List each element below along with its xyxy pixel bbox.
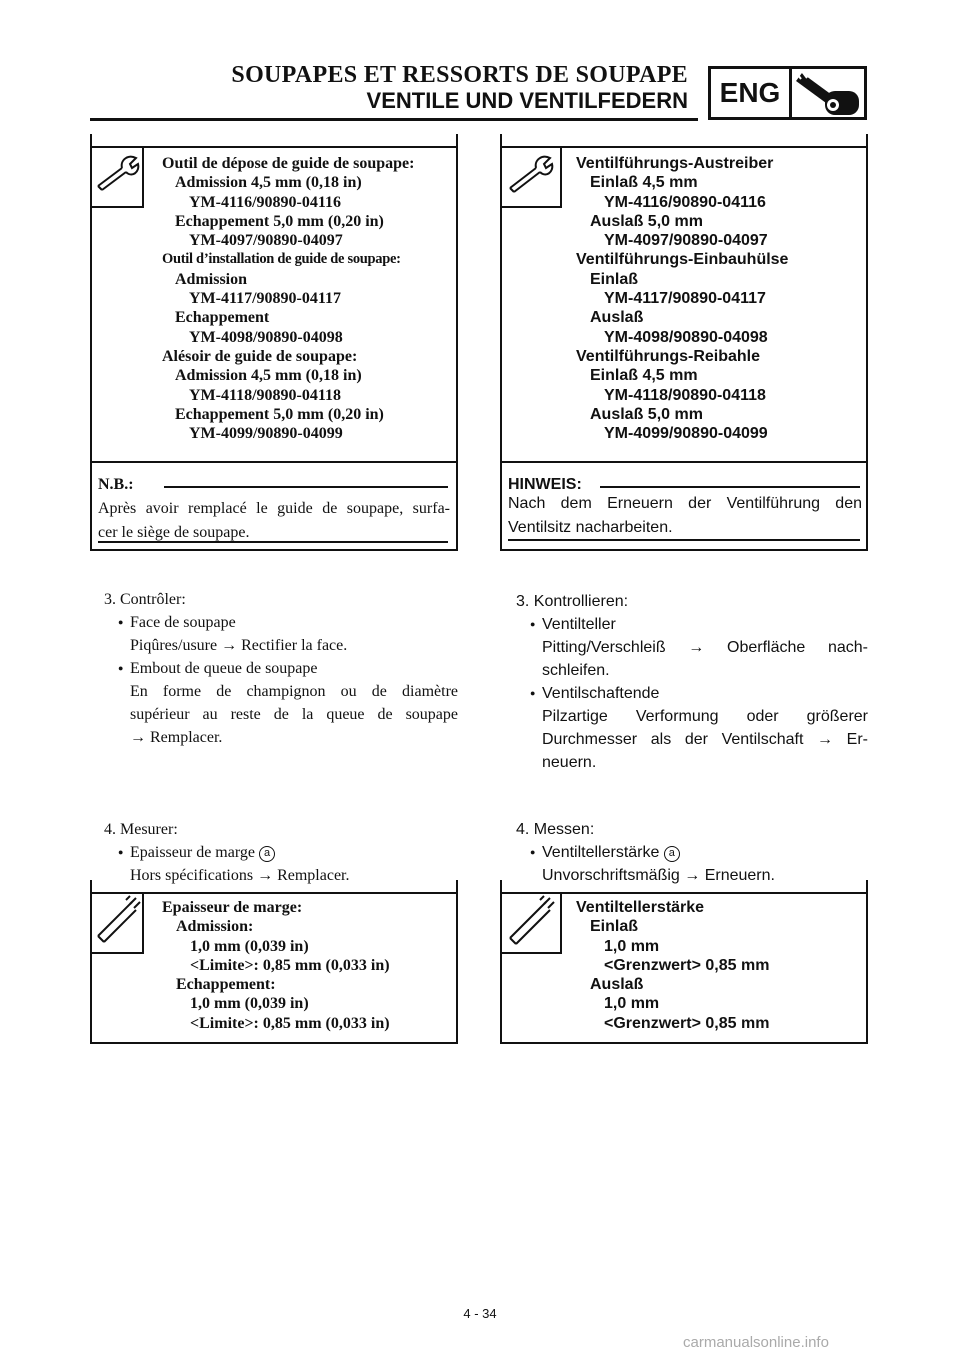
tool-box-fr	[90, 146, 458, 551]
box-divider	[92, 461, 456, 463]
bullet-item: ● Face de soupape	[130, 611, 236, 634]
bullet-detail: Hors spécifications → Remplacer.	[130, 867, 350, 884]
spec-line: 1,0 mm (0,039 in)	[190, 937, 309, 955]
tool-line: Einlaß 4,5 mm	[590, 174, 698, 192]
bullet-detail: Pilzartige Verformung oder größerer	[542, 708, 868, 725]
tool-line: YM-4097/90890-04097	[604, 232, 768, 250]
tool-line: Ventilführungs-Reibahle	[576, 347, 761, 365]
tool-box-de	[500, 146, 868, 551]
note-label-fr: N.B.:	[98, 476, 134, 493]
tool-line: Echappement	[175, 309, 270, 327]
spec-line: <Limite>: 0,85 mm (0,033 in)	[190, 956, 390, 974]
tool-line: Admission 4,5 mm (0,18 in)	[175, 367, 362, 385]
tool-line: Alésoir de guide de soupape:	[162, 347, 358, 365]
note-text-line: cer le siège de soupape.	[98, 524, 250, 541]
spec-line: Einlaß	[590, 918, 639, 936]
tool-line: Echappement 5,0 mm (0,20 in)	[175, 212, 384, 230]
step3-heading-de: 3. Kontrollieren:	[516, 593, 629, 610]
tool-line: Admission 4,5 mm (0,18 in)	[175, 174, 362, 192]
spec-box-de	[500, 892, 868, 1044]
tool-line: Ventilführungs-Austreiber	[576, 155, 774, 172]
wrench-icon	[502, 148, 562, 208]
bullet-item: ● Embout de queue de soupape	[130, 657, 318, 680]
bullet-detail: Pitting/Verschleiß → Oberfläche nach-	[542, 639, 868, 656]
spec-line: <Grenzwert> 0,85 mm	[604, 1014, 770, 1032]
tool-line: YM-4117/90890-04117	[604, 290, 766, 308]
callout-marker: a	[259, 846, 275, 862]
wrench-icon	[92, 148, 144, 208]
tool-line: YM-4098/90890-04098	[604, 328, 768, 346]
tool-line: Einlaß	[590, 270, 639, 288]
spec-line: 1,0 mm (0,039 in)	[190, 995, 309, 1013]
tool-line: YM-4097/90890-04097	[189, 232, 343, 250]
header-rule	[90, 118, 698, 121]
bullet-detail: supérieur au reste de la queue de soupape	[130, 706, 458, 723]
caliper-icon	[92, 894, 144, 954]
tool-line: Outil d’installation de guide de soupape:	[162, 251, 401, 268]
callout-marker: a	[664, 846, 680, 862]
tool-line: Ventilführungs-Einbauhülse	[576, 251, 789, 269]
bullet-detail: Unvorschriftsmäßig → Erneuern.	[542, 867, 775, 884]
bullet-detail: → Remplacer.	[130, 729, 223, 746]
tool-line: YM-4118/90890-04118	[604, 386, 766, 404]
bullet-detail: Piqûres/usure → Rectifier la face.	[130, 637, 348, 654]
tool-line: Echappement 5,0 mm (0,20 in)	[175, 405, 384, 423]
note-rule-bottom	[98, 541, 448, 543]
tool-line: YM-4099/90890-04099	[604, 425, 768, 443]
spec-line: <Limite>: 0,85 mm (0,033 in)	[190, 1014, 390, 1032]
spec-line: 1,0 mm	[604, 995, 660, 1013]
tool-line: Auslaß 5,0 mm	[590, 405, 703, 423]
caliper-icon	[502, 894, 562, 954]
note-text-line: Ventilsitz nacharbeiten.	[508, 519, 673, 536]
spec-line: Echappement:	[176, 976, 276, 994]
spec-line: 1,0 mm	[604, 937, 660, 955]
spec-line: Ventiltellerstärke	[576, 899, 705, 916]
engine-wrench-icon	[789, 66, 867, 120]
tool-line: Auslaß 5,0 mm	[590, 212, 703, 230]
bullet-item: ● Epaisseur de marge a	[130, 841, 275, 864]
note-text-line: Après avoir remplacé le guide de soupape, surfa-	[98, 500, 450, 517]
note-text-line: Nach dem Erneuern der Ventilführung den	[508, 495, 862, 512]
page-number: 4 - 34	[463, 1306, 497, 1321]
watermark: carmanualsonline.info	[683, 1334, 829, 1351]
bullet-detail: schleifen.	[542, 662, 610, 679]
bullet-detail: En forme de champignon ou de diamètre	[130, 683, 458, 700]
note-rule	[164, 486, 448, 488]
bullet-detail: neuern.	[542, 754, 597, 771]
spec-line: Auslaß	[590, 976, 644, 994]
tool-line: YM-4118/90890-04118	[189, 386, 341, 404]
step4-heading-fr: 4. Mesurer:	[104, 821, 178, 838]
eng-badge: ENG	[708, 66, 792, 120]
box-divider	[502, 461, 866, 463]
tool-line: Admission	[175, 270, 248, 288]
tool-line: YM-4099/90890-04099	[189, 425, 343, 443]
tool-line: Einlaß 4,5 mm	[590, 367, 698, 385]
tool-line: YM-4117/90890-04117	[189, 290, 341, 308]
bullet-item: ● Ventiltellerstärke a	[542, 841, 680, 864]
note-rule	[600, 486, 860, 488]
note-rule-bottom	[508, 539, 860, 541]
tool-line: Auslaß	[590, 309, 644, 327]
spec-line: <Grenzwert> 0,85 mm	[604, 956, 770, 974]
tool-line: YM-4098/90890-04098	[189, 328, 343, 346]
section-title-fr: SOUPAPES ET RESSORTS DE SOUPAPE	[231, 62, 688, 88]
tool-line: YM-4116/90890-04116	[189, 193, 341, 211]
step3-heading-fr: 3. Contrôler:	[104, 591, 186, 608]
bullet-detail: Durchmesser als der Ventilschaft → Er-	[542, 731, 868, 748]
bullet-item: ● Ventilschaftende	[542, 682, 659, 705]
section-title-de: VENTILE UND VENTILFEDERN	[366, 88, 688, 113]
bullet-item: ● Ventilteller	[542, 613, 616, 636]
tool-line: Outil de dépose de guide de soupape:	[162, 155, 415, 172]
spec-box-fr	[90, 892, 458, 1044]
step4-heading-de: 4. Messen:	[516, 821, 595, 838]
spec-line: Admission:	[176, 918, 254, 936]
spec-line: Epaisseur de marge:	[162, 899, 303, 916]
tool-line: YM-4116/90890-04116	[604, 193, 766, 211]
note-label-de: HINWEIS:	[508, 476, 582, 493]
